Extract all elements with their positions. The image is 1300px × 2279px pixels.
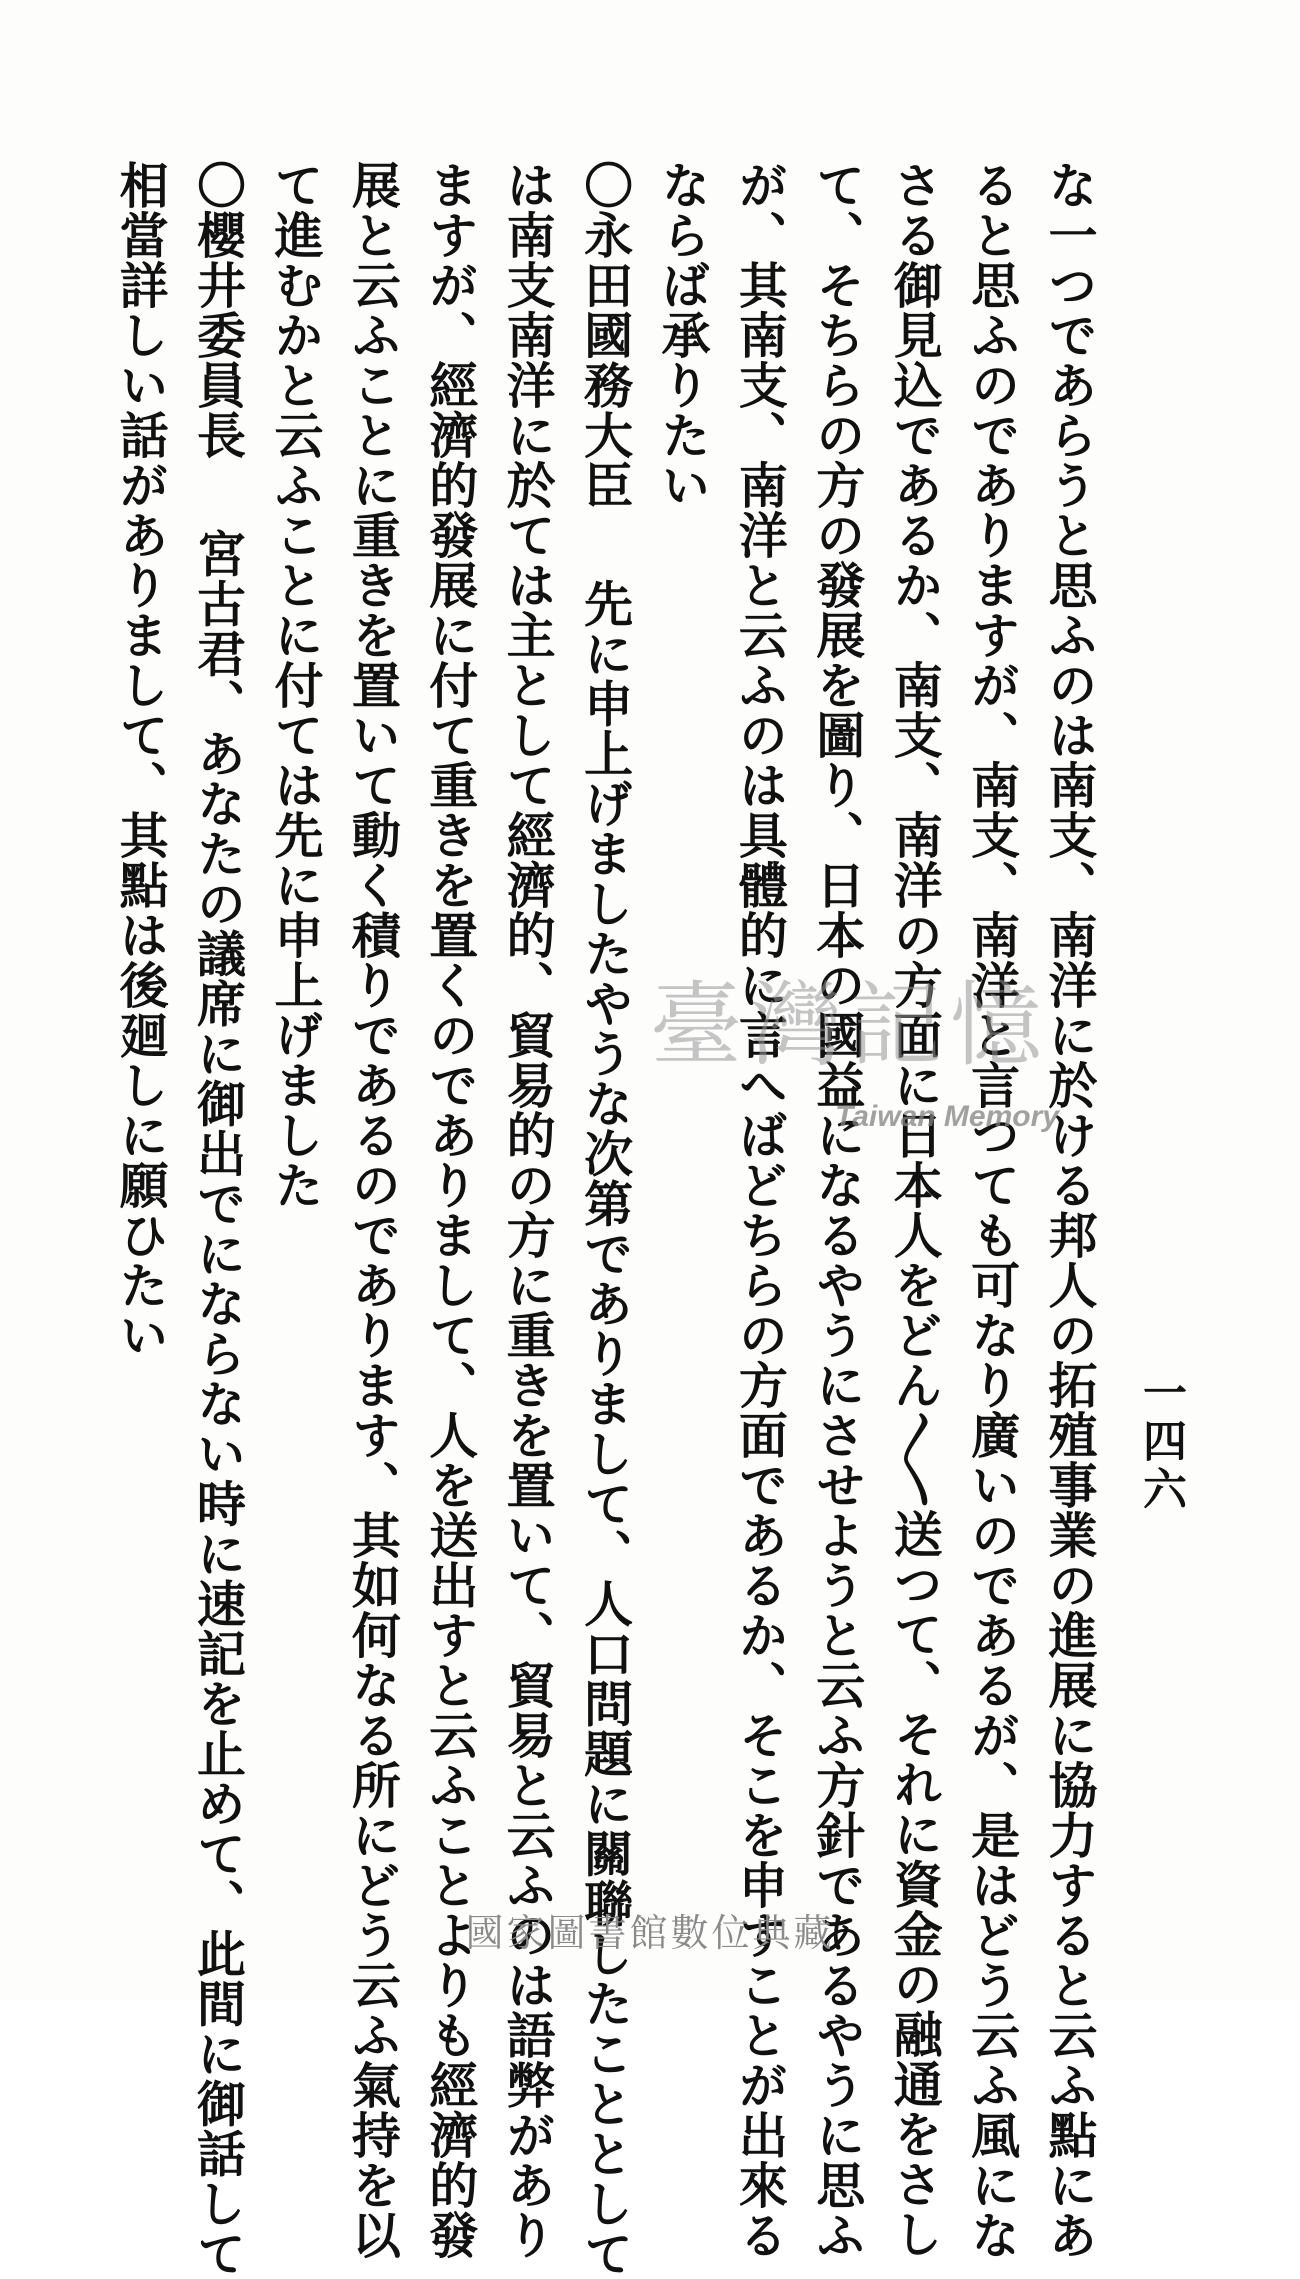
text-column — [489, 160, 566, 2260]
text-column — [102, 160, 179, 1800]
column-text: さる御見込であるか、南支、南洋の方面に日本人をどん〳〵送つて、それに資金の融通をさし — [886, 160, 945, 2259]
column-text: 先に申上げましたやうな次第でありまして、人口問題に關聯したこととして — [576, 578, 635, 2279]
text-column — [334, 160, 411, 2260]
column-text: は南支南洋に於ては主として經濟的、貿易的の方に重きを置いて、貿易と云ふのは語弊があり — [499, 160, 558, 2260]
column-text: て進むかと云ふことに付ては先に申上げました — [266, 160, 325, 1210]
watermark-subtext: Taiwan Memory — [835, 1100, 1059, 1133]
speaker-name: 〇永田國務大臣 — [576, 160, 635, 510]
column-text: な一つであらうと思ふのは南支、南洋に於ける邦人の拓殖事業の進展に協力すると云ふ點にあ — [1041, 160, 1099, 2260]
page-number: 一四六 — [1135, 1370, 1186, 1514]
column-text: 相當詳しい話がありまして、其點は後廻しに願ひたい — [112, 160, 171, 1360]
text-column — [257, 160, 334, 1800]
column-text: 展と云ふことに重きを置いて動く積りであるのであります、其如何なる所にどう云ふ氣持を以 — [344, 160, 403, 2260]
footer-credit: 國家圖書館數位典藏 — [465, 1911, 835, 1955]
text-column — [411, 160, 488, 2260]
column-text: ると思ふのでありますが、南支、南洋と言つても可なり廣いのであるが、是はどう云ふ風にな — [963, 160, 1022, 2260]
column-text: て、そちらの方の發展を圖り、日本の國益になるやうにさせようと云ふ方針であるやうに思ふ — [808, 160, 867, 2260]
column-text: ならば承りたい — [653, 160, 712, 510]
column-text: が、其南支、南洋と云ふのは具體的に言へばどちらの方面であるか、そこを申すことが出來る — [731, 160, 790, 2260]
speaker-name: 〇櫻井委員長 — [189, 160, 248, 460]
column-text: ますが、經濟的發展に付て重きを置くのでありまして、人を送出すと云ふことよりも經濟的發 — [421, 160, 480, 2260]
watermark-logo: 臺灣記憶 — [650, 972, 1051, 1079]
speech-column — [179, 160, 256, 2279]
speech-column — [566, 160, 643, 2279]
column-text: 宮古君、あなたの議席に御出でにならない時に速記を止めて、此間に御話して — [189, 528, 248, 2279]
